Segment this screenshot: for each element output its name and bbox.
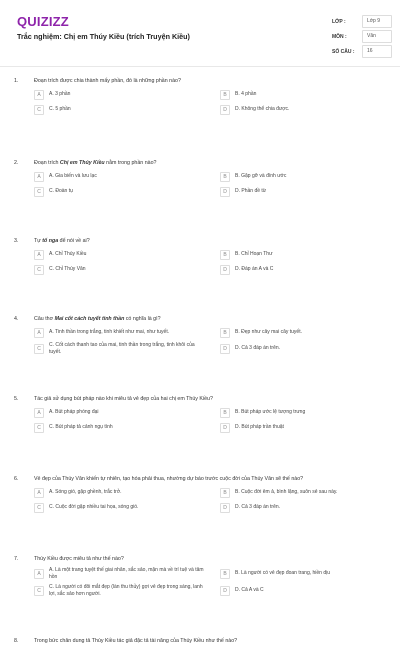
option-text: C. Bút pháp tả cảnh ngụ tình (49, 424, 113, 431)
question-header (0, 234, 400, 245)
option-text: D. Cả 3 đáp án trên. (235, 504, 281, 511)
option-letter-box[interactable]: A (34, 408, 44, 418)
question-number: 2. (14, 160, 19, 166)
option-letter-box[interactable]: D (220, 344, 230, 354)
options-grid (34, 567, 400, 597)
option-letter-box[interactable]: B (220, 408, 230, 418)
answer-option[interactable] (220, 584, 400, 597)
question-text-part: Đoạn trích (34, 160, 60, 166)
question-header (0, 312, 400, 323)
options-grid (34, 487, 400, 513)
question-text-part: Câu thơ (34, 316, 55, 322)
worksheet-header (0, 0, 400, 70)
option-text: D. Bút pháp trần thuật (235, 424, 284, 431)
option-letter-box[interactable]: C (34, 265, 44, 275)
option-text: B. Là người có vẻ đẹp đoan trang, hiền dịu (235, 570, 331, 577)
worksheet-title: Trắc nghiệm: Chị em Thúy Kiều (trích Truyện Kiều) (17, 32, 190, 41)
question-text-part: nằm trong phần nào? (104, 160, 157, 166)
question-text-part: Vẻ đẹp của Thúy Vân khiến tự nhiên, tạo hóa phải thua, nhường dự báo trước cuộc đời của Thúy Vân sẽ thế nào? (34, 476, 304, 482)
answer-option[interactable] (34, 89, 214, 100)
answer-option[interactable] (220, 171, 400, 182)
option-text: C. Đoàn tụ (49, 188, 73, 195)
option-text: B. 4 phần (235, 91, 257, 98)
option-text: C. Cuộc đời gặp nhiều tai họa, sóng gió. (49, 504, 139, 511)
option-text: A. Sóng gió, gặp ghềnh, trắc trở. (49, 489, 122, 496)
answer-option[interactable] (34, 327, 214, 338)
answer-option[interactable] (34, 104, 214, 115)
question-header (0, 74, 400, 85)
answer-option[interactable] (220, 89, 400, 100)
option-letter-box[interactable]: D (220, 423, 230, 433)
option-letter-box[interactable]: B (220, 328, 230, 338)
option-text: A. Là một trang tuyệt thế giai nhân, sắc sảo, mặn mà về trí tuệ và tâm hồn (49, 567, 204, 580)
meta-row-class (332, 14, 392, 29)
worksheet-meta (332, 14, 392, 59)
header-divider (0, 66, 400, 67)
question-text-part: Tác giả sử dụng bút pháp nào khi miêu tả vẻ đẹp của hai chị em Thúy Kiều? (34, 396, 213, 402)
question-text-part: Thúy Kiều được miêu tả như thế nào? (34, 556, 124, 562)
question-text (34, 238, 400, 245)
option-letter-box[interactable]: A (34, 250, 44, 260)
option-text: A. Bút pháp phóng đại (49, 409, 99, 416)
options-grid (34, 249, 400, 275)
question-number: 1. (14, 78, 19, 84)
option-letter-box[interactable]: C (34, 187, 44, 197)
options-grid (34, 171, 400, 197)
option-text: D. Không thể chia được. (235, 106, 290, 113)
meta-row-subject (332, 29, 392, 44)
option-letter-box[interactable]: C (34, 423, 44, 433)
answer-option[interactable] (34, 186, 214, 197)
option-text: D. Cả A và C (235, 587, 264, 594)
question-text-part: Trong bức chân dung tả Thúy Kiều tác giả đặc tả tài năng của Thúy Kiều như thế nào? (34, 638, 238, 644)
answer-option[interactable] (220, 502, 400, 513)
answer-option[interactable] (220, 407, 400, 418)
question-text (34, 78, 400, 85)
question-block (0, 634, 400, 645)
option-letter-box[interactable]: B (220, 172, 230, 182)
answer-option[interactable] (34, 502, 214, 513)
option-letter-box[interactable]: D (220, 265, 230, 275)
answer-option[interactable] (34, 422, 214, 433)
option-letter-box[interactable]: D (220, 187, 230, 197)
question-text (34, 316, 400, 323)
option-letter-box[interactable]: B (220, 90, 230, 100)
question-text (34, 638, 400, 645)
question-text (34, 160, 400, 167)
answer-option[interactable] (34, 264, 214, 275)
question-header (0, 472, 400, 483)
question-text-part: có nghĩa là gì? (124, 316, 161, 322)
option-letter-box[interactable]: B (220, 569, 230, 579)
option-text: A. 3 phần (49, 91, 71, 98)
meta-label: MÔN : (332, 33, 347, 40)
question-emphasis: Chị em Thúy Kiều (59, 160, 105, 166)
option-letter-box[interactable]: A (34, 488, 44, 498)
answer-option[interactable] (34, 567, 214, 580)
answer-option[interactable] (220, 264, 400, 275)
meta-value-field[interactable]: Văn (362, 30, 392, 43)
option-letter-box[interactable]: C (34, 105, 44, 115)
option-text: B. Cuộc đời êm ả, bình lặng, suôn sẻ sau này. (235, 489, 338, 496)
option-letter-box[interactable]: D (220, 586, 230, 596)
option-letter-box[interactable]: C (34, 503, 44, 513)
meta-label: SỐ CÂU : (332, 48, 355, 55)
option-text: B. Bút pháp ước lệ tượng trưng (235, 409, 306, 416)
option-letter-box[interactable]: A (34, 569, 44, 579)
question-number: 3. (14, 238, 19, 244)
question-header (0, 634, 400, 645)
question-header (0, 392, 400, 403)
question-list (0, 74, 400, 653)
question-text-part: Tự (34, 238, 43, 244)
options-grid (34, 407, 400, 433)
answer-option[interactable] (220, 249, 400, 260)
question-emphasis: tố nga (42, 238, 59, 244)
option-letter-box[interactable]: B (220, 488, 230, 498)
question-number: 4. (14, 316, 19, 322)
meta-row-count (332, 44, 392, 59)
option-letter-box[interactable]: D (220, 503, 230, 513)
answer-option[interactable] (34, 407, 214, 418)
answer-option[interactable] (34, 487, 214, 498)
option-letter-box[interactable]: C (34, 344, 44, 354)
answer-option[interactable] (34, 171, 214, 182)
meta-label: LỚP : (332, 18, 346, 25)
question-block (0, 472, 400, 544)
question-block (0, 552, 400, 626)
option-text: B. Đẹp như cây mai cây tuyết. (235, 329, 302, 336)
option-text: C. Chỉ Thúy Vân (49, 266, 86, 273)
question-header (0, 156, 400, 167)
answer-option[interactable] (220, 567, 400, 580)
option-letter-box[interactable]: A (34, 172, 44, 182)
option-text: D. Đáp án A và C (235, 266, 274, 273)
option-text: B. Gặp gỡ và đính ước (235, 173, 287, 180)
question-text (34, 556, 400, 563)
option-letter-box[interactable]: B (220, 250, 230, 260)
answer-option[interactable] (34, 584, 214, 597)
option-text: A. Chỉ Thúy Kiều (49, 251, 87, 258)
question-block (0, 156, 400, 226)
question-text-part: để nói về ai? (58, 238, 90, 244)
question-text-part: Đoạn trích được chia thành mấy phần, đó là những phần nào? (34, 78, 181, 84)
answer-option[interactable] (220, 487, 400, 498)
option-text: C. Cốt cách thanh tao của mai, tinh thần trong trắng, tinh khôi của tuyết. (49, 342, 195, 355)
meta-value-field[interactable]: Lớp 9 (362, 15, 392, 28)
option-text: A. Tinh thần trong trắng, tinh khiết như mai, như tuyết. (49, 329, 170, 336)
question-number: 8. (14, 638, 19, 644)
question-block (0, 392, 400, 464)
option-text: B. Chỉ Hoạn Thư (235, 251, 273, 258)
answer-option[interactable] (220, 186, 400, 197)
option-text: D. Phần đề từ (235, 188, 267, 195)
answer-option[interactable] (34, 342, 214, 355)
answer-option[interactable] (220, 104, 400, 115)
question-number: 7. (14, 556, 19, 562)
question-text (34, 396, 400, 403)
answer-option[interactable] (220, 342, 400, 355)
question-block (0, 74, 400, 148)
meta-value-field[interactable]: 16 (362, 45, 392, 58)
question-block (0, 234, 400, 304)
options-grid (34, 89, 400, 115)
question-number: 5. (14, 396, 19, 402)
option-text: C. 5 phần (49, 106, 71, 113)
option-letter-box[interactable]: A (34, 90, 44, 100)
quizizz-logo: QUIZIZZ (17, 14, 69, 29)
option-letter-box[interactable]: D (220, 105, 230, 115)
option-text: A. Gia biến và lưu lạc (49, 173, 97, 180)
question-emphasis: Mai cốt cách tuyết tinh thần (54, 316, 125, 322)
options-grid (34, 327, 400, 355)
question-number: 6. (14, 476, 19, 482)
answer-option[interactable] (220, 327, 400, 338)
question-block (0, 312, 400, 384)
option-letter-box[interactable]: C (34, 586, 44, 596)
option-text: D. Cả 3 đáp án trên. (235, 345, 281, 352)
answer-option[interactable] (34, 249, 214, 260)
option-text: C. Là người có đôi mắt đẹp (làn thu thủy) gợi vẻ đẹp trong sáng, lanh lợi, sắc sảo hơn người. (49, 584, 203, 597)
answer-option[interactable] (220, 422, 400, 433)
question-header (0, 552, 400, 563)
question-text (34, 476, 400, 483)
option-letter-box[interactable]: A (34, 328, 44, 338)
